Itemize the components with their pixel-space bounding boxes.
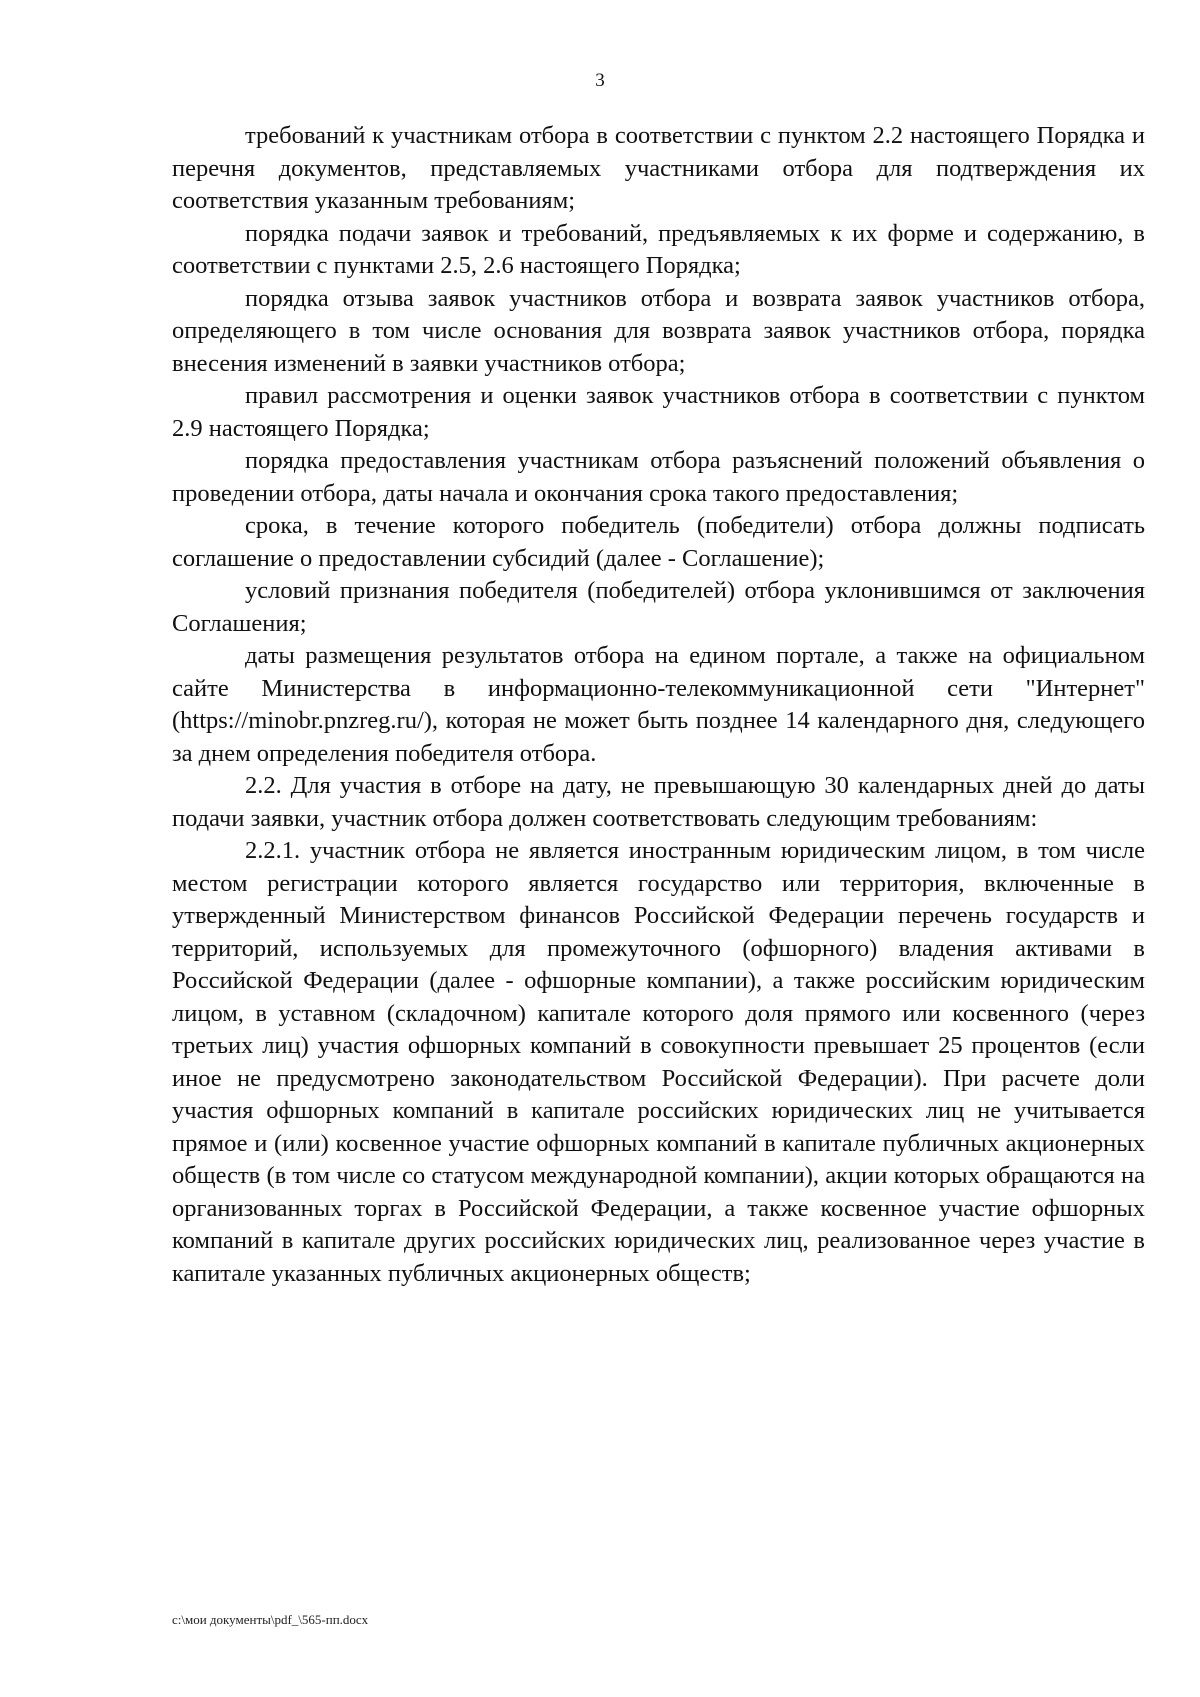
paragraph: порядка отзыва заявок участников отбора и возврата заявок участников отбора, определяющего в том числе основания для возврата заявок участников отбора, порядка внесения изменений в заявки участников отбора; [172, 284, 1145, 377]
paragraph: условий признания победителя (победителей) отбора уклонившимся от заключения Соглашения; [172, 577, 1145, 637]
paragraph: порядка предоставления участникам отбора разъяснений положений объявления о проведении отбора, даты начала и окончания срока такого предоставления; [172, 447, 1145, 507]
paragraph: 2.2.1. участник отбора не является иностранным юридическим лицом, в том числе местом регистрации которого является государство или территория, включенные в утвержденный Министерством финансов Российской Федерации перечень государств и территорий, используемых для промежуточного (офшорного) владения активами в Российской Федерации (далее - офшорные компании), а также российским юридическим лицом, в уставном (складочном) капитале которого доля прямого или косвенного (через третьих лиц) участия офшорных компаний в совокупности превышает 25 процентов (если иное не предусмотрено законодательством Российской Федерации). При расчете доли участия офшорных компаний в капитале российских юридических лиц не учитывается прямое и (или) косвенное участие офшорных компаний в капитале публичных акционерных обществ (в том числе со статусом международной компании), акции которых обращаются на организованных торгах в Российской Федерации, а также косвенное участие офшорных компаний в капитале других российских юридических лиц, реализованное через участие в капитале указанных публичных акционерных обществ; [172, 837, 1145, 1287]
paragraph: 2.2. Для участия в отборе на дату, не превышающую 30 календарных дней до даты подачи заявки, участник отбора должен соответствовать следующим требованиям: [172, 772, 1145, 832]
paragraph: срока, в течение которого победитель (победители) отбора должны подписать соглашение о предоставлении субсидий (далее - Соглашение); [172, 512, 1145, 572]
paragraph: порядка подачи заявок и требований, предъявляемых к их форме и содержанию, в соответствии с пунктами 2.5, 2.6 настоящего Порядка; [172, 219, 1145, 279]
paragraph: требований к участникам отбора в соответствии с пунктом 2.2 настоящего Порядка и перечня документов, представляемых участниками отбора для подтверждения их соответствия указанным требованиям; [172, 122, 1145, 214]
paragraph: даты размещения результатов отбора на едином портале, а также на официальном сайте Министерства в информационно-телекоммуникационной сети "Интернет" (https://minobr.pnzreg.ru/), которая не может быть позднее 14 календарного дня, следующего за днем определения победителя отбора. [172, 642, 1145, 767]
page-number: 3 [595, 70, 605, 91]
paragraph: правил рассмотрения и оценки заявок участников отбора в соответствии с пунктом 2.9 настоящего Порядка; [172, 382, 1145, 442]
document-body [172, 120, 1145, 1290]
footer-file-path: c:\мои документы\pdf_\565-пп.docx [172, 1612, 369, 1627]
